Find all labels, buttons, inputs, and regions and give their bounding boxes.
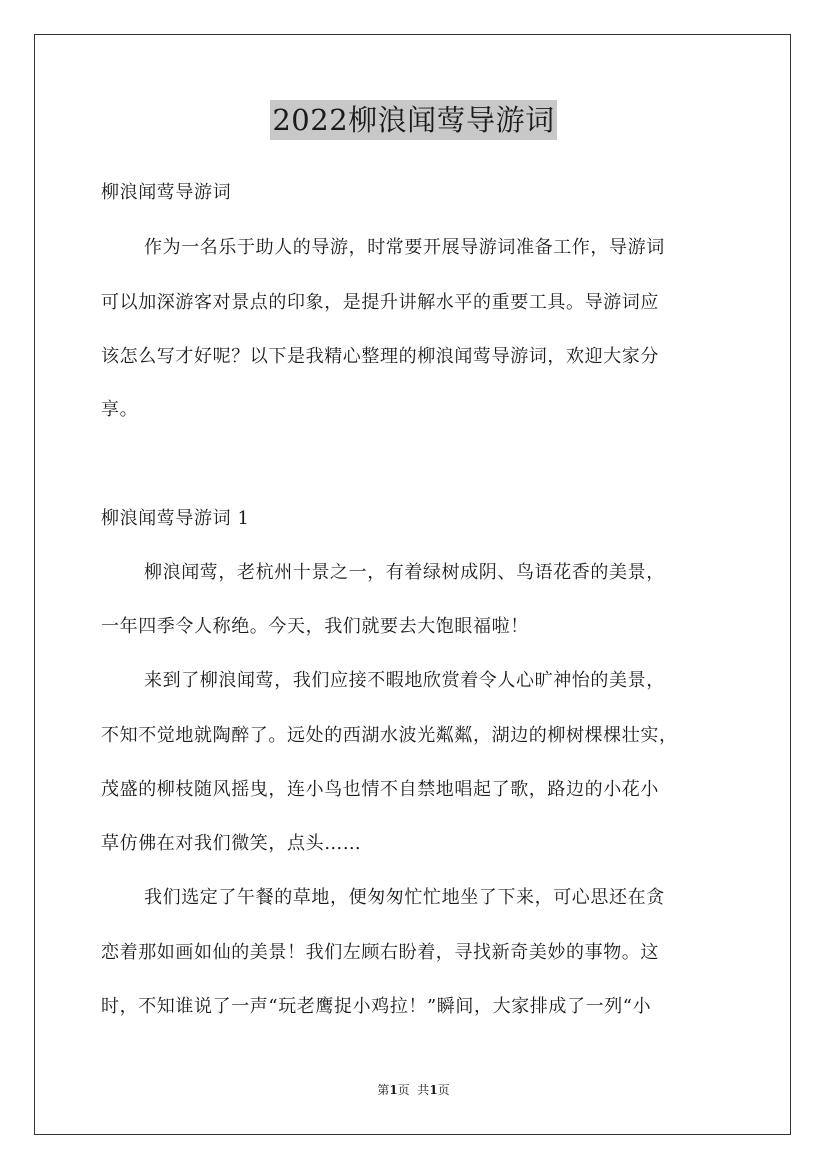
document-subtitle: 柳浪闻莺导游词 [101,182,232,203]
footer-page-number: 1 [389,1083,398,1097]
paragraph2-line-3: 茂盛的柳枝随风摇曳，连小鸟也情不自禁地唱起了歌，路边的小花小 [101,779,659,800]
footer-page-total: 1 [429,1083,438,1097]
footer-mid: 页 共 [397,1083,430,1097]
paragraph1-line-2: 一年四季令人称绝。今天，我们就要去大饱眼福啦！ [101,616,529,637]
page-footer [0,1082,827,1098]
section-heading: 柳浪闻莺导游词 1 [101,508,250,529]
paragraph1-line-1: 柳浪闻莺，老杭州十景之一，有着绿树成阴、鸟语花香的美景， [144,562,665,583]
paragraph3-line-3: 时，不知谁说了一声“玩老鹰捉小鸡拉！”瞬间，大家排成了一列“小 [101,996,652,1017]
intro-line-2: 可以加深游客对景点的印象，是提升讲解水平的重要工具。导游词应 [101,292,659,313]
intro-line-4: 享。 [101,399,139,420]
paragraph2-line-4: 草仿佛在对我们微笑，点头…… [101,833,362,854]
document-title: 2022柳浪闻莺导游词 [270,100,556,140]
paragraph3-line-2: 恋着那如画如仙的美景！我们左顾右盼着，寻找新奇美妙的事物。这 [101,942,659,963]
paragraph2-line-1: 来到了柳浪闻莺，我们应接不暇地欣赏着令人心旷神怡的美景， [144,670,665,691]
intro-line-3: 该怎么写才好呢？以下是我精心整理的柳浪闻莺导游词，欢迎大家分 [101,346,659,367]
title-wrap [0,100,827,140]
footer-prefix: 第 [377,1083,390,1097]
paragraph3-line-1: 我们选定了午餐的草地，便匆匆忙忙地坐了下来，可心思还在贪 [144,887,665,908]
paragraph2-line-2: 不知不觉地就陶醉了。远处的西湖水波光粼粼，湖边的柳树棵棵壮实， [101,725,678,746]
intro-line-1: 作为一名乐于助人的导游，时常要开展导游词准备工作，导游词 [144,237,665,258]
footer-suffix: 页 [437,1083,450,1097]
